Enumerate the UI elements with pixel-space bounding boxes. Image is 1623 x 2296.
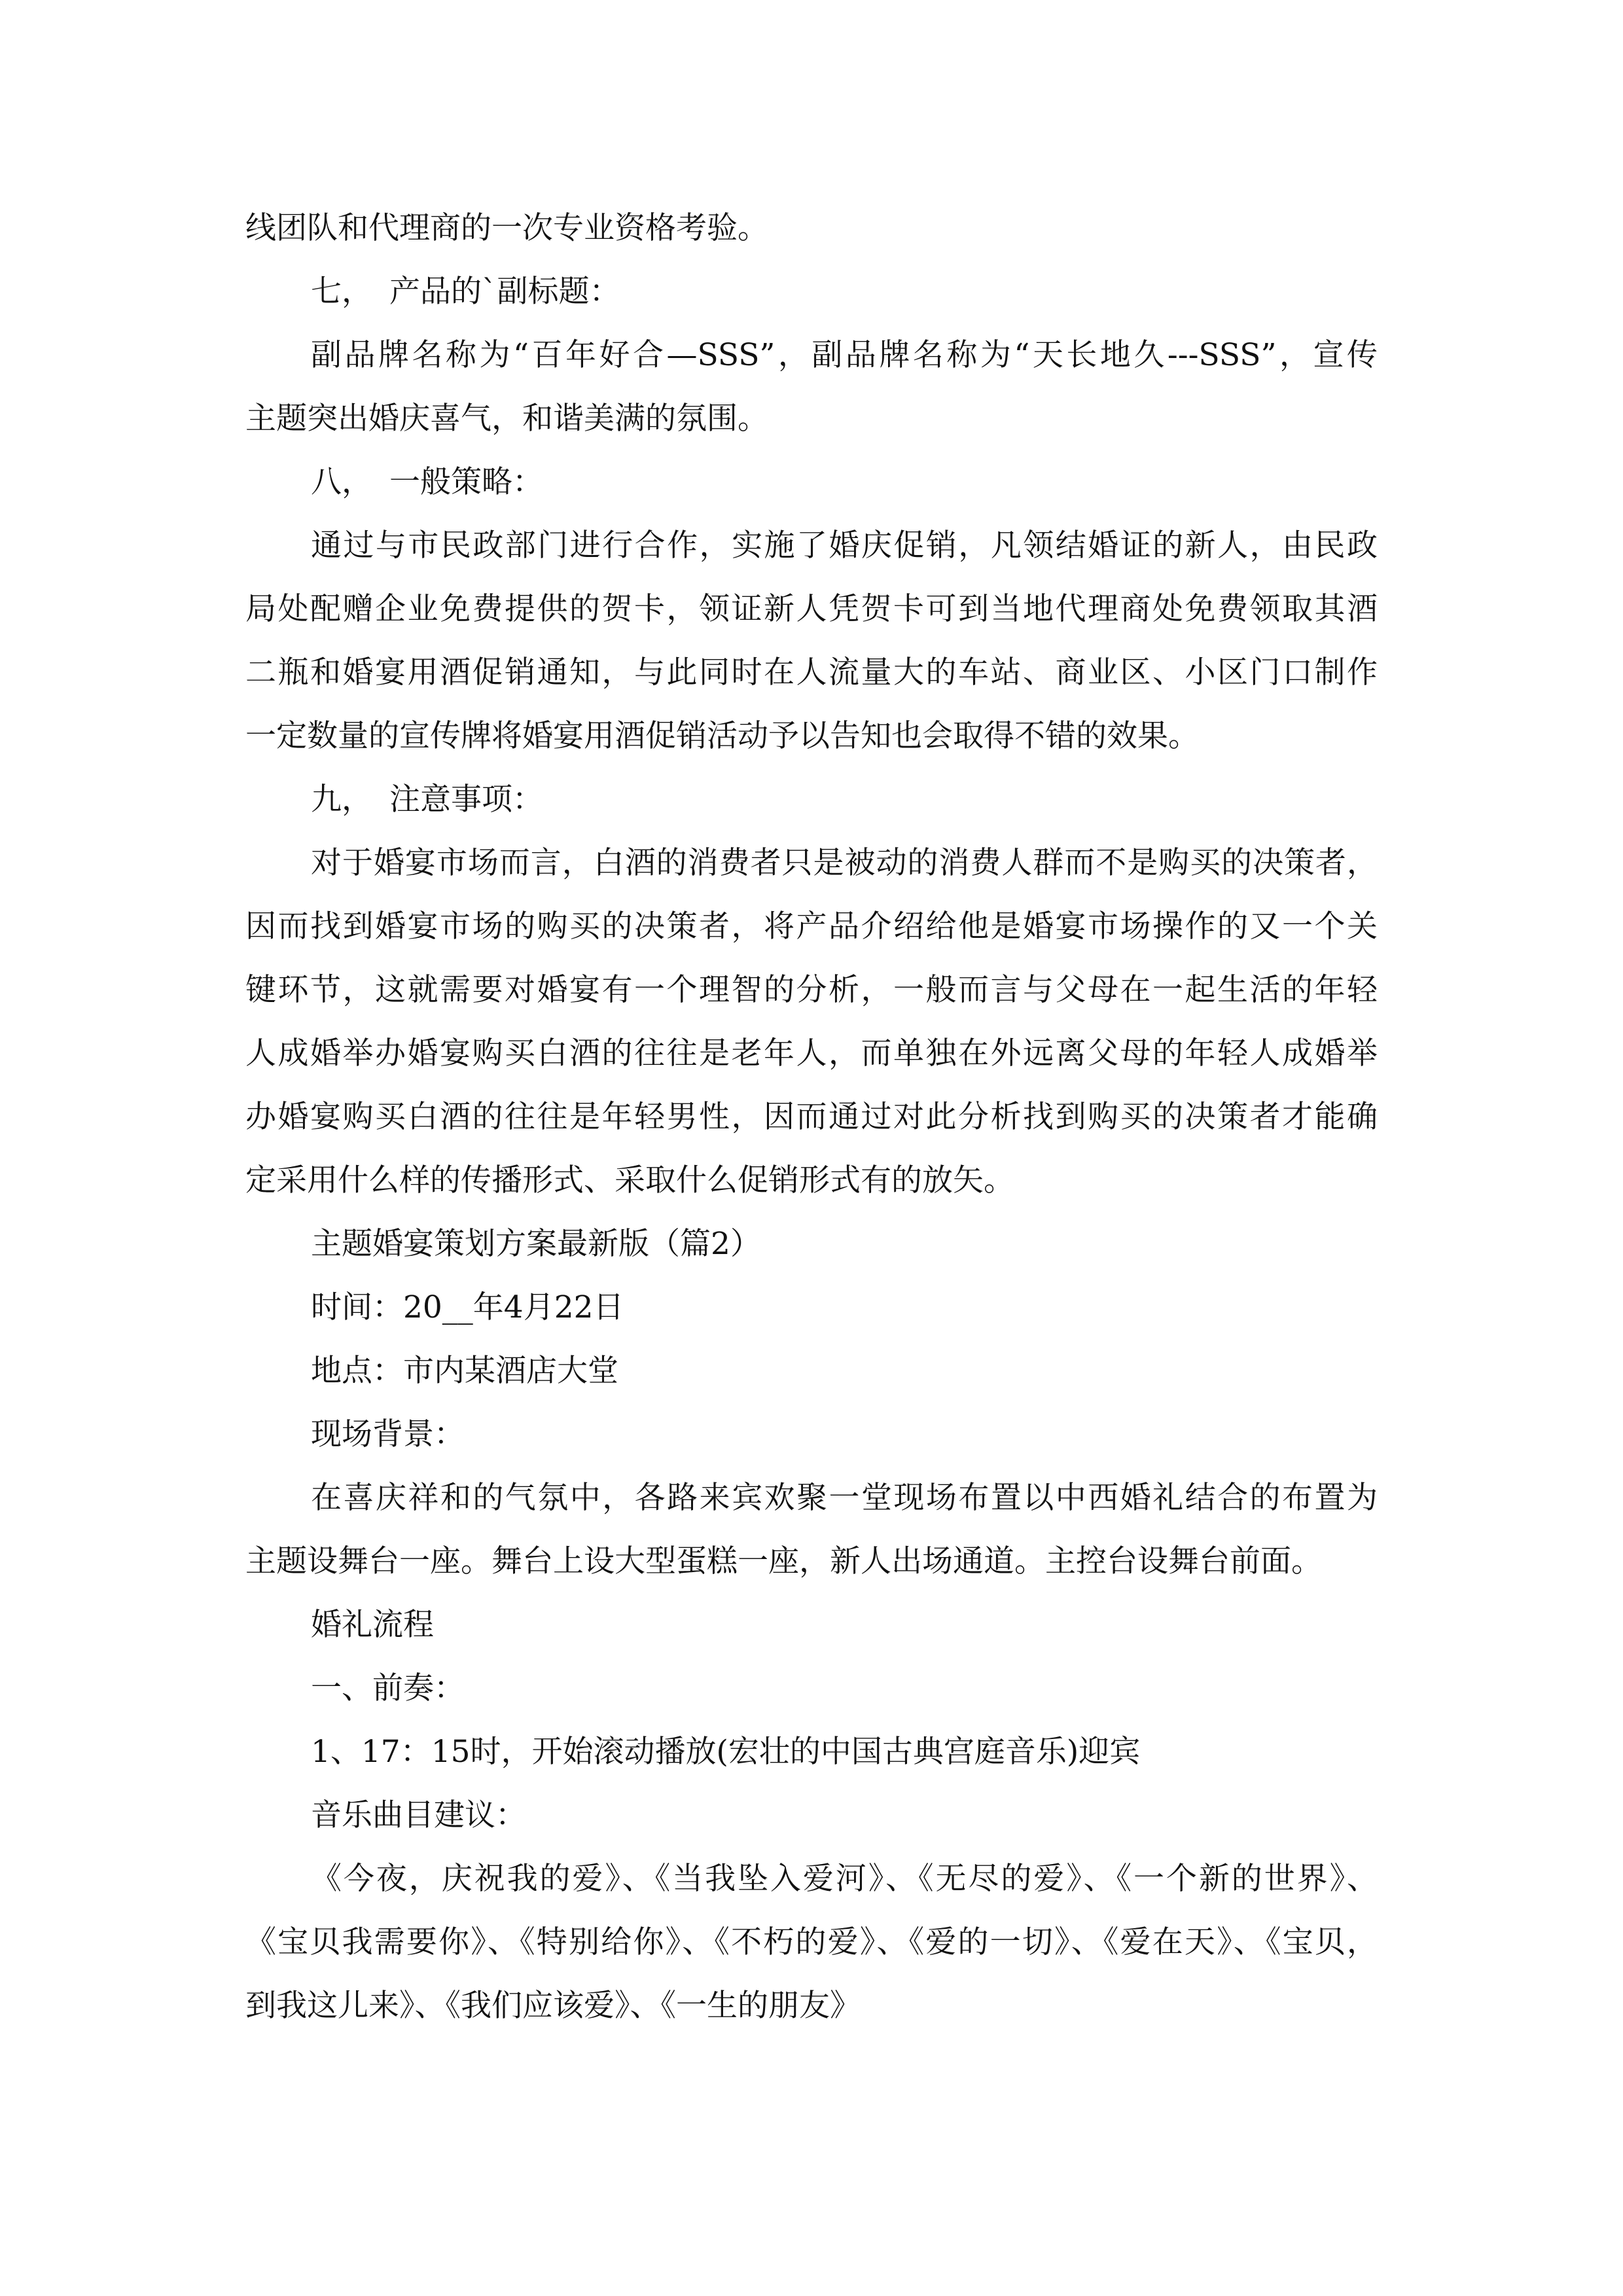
text-line: 人成婚举办婚宴购买白酒的往往是老年人，而单独在外远离父母的年轻人成婚举 — [245, 1035, 1378, 1071]
text-line: 对于婚宴市场而言，白酒的消费者只是被动的消费人群而不是购买的决策者， — [311, 845, 1378, 881]
heading-number: 七， — [311, 274, 372, 310]
section-title-part-2 — [245, 1212, 1378, 1276]
text-line: 现场背景： — [311, 1416, 465, 1452]
paragraph-sub-brand — [245, 323, 1378, 450]
paragraph-scene — [245, 1466, 1378, 1593]
text-line: 通过与市民政部门进行合作，实施了婚庆促销，凡领结婚证的新人，由民政 — [311, 528, 1378, 564]
text-line: 线团队和代理商的一次专业资格考验。 — [245, 210, 768, 246]
text-line: 一定数量的宣传牌将婚宴用酒促销活动予以告知也会取得不错的效果。 — [245, 718, 1199, 754]
text-line: 因而找到婚宴市场的购买的决策者，将产品介绍给他是婚宴市场操作的又一个关 — [245, 908, 1378, 944]
text-line: 《宝贝我需要你》、《特别给你》、《不朽的爱》、《爱的一切》、《爱在天》、《宝贝， — [245, 1924, 1378, 1960]
text-line: 到我这儿来》、《我们应该爱》、《一生的朋友》 — [245, 1988, 861, 2024]
text-line: 定采用什么样的传播形式、采取什么促销形式有的放矢。 — [245, 1162, 1014, 1198]
prelude-heading — [245, 1657, 1378, 1720]
section-heading-8 — [245, 450, 1378, 514]
heading-text: 一般策略： — [389, 464, 543, 500]
section-heading-9 — [245, 768, 1378, 831]
event-location — [245, 1339, 1378, 1403]
text-line: 《今夜，庆祝我的爱》、《当我坠入爱河》、《无尽的爱》、《一个新的世界》、 — [311, 1861, 1378, 1897]
text-line: 局处配赠企业免费提供的贺卡，领证新人凭贺卡可到当地代理商处免费领取其酒 — [245, 591, 1378, 627]
document-body — [245, 196, 1378, 2037]
text-line: 婚礼流程 — [311, 1607, 434, 1643]
scene-background-label — [245, 1403, 1378, 1466]
text-line: 主题设舞台一座。舞台上设大型蛋糕一座，新人出场通道。主控台设舞台前面。 — [245, 1543, 1322, 1579]
text-line: 办婚宴购买白酒的往往是年轻男性，因而通过对此分析找到购买的决策者才能确 — [245, 1099, 1378, 1135]
text-line: 主题突出婚庆喜气，和谐美满的氛围。 — [245, 401, 768, 437]
heading-text: 产品的`副标题： — [389, 274, 620, 310]
text-line: 键环节，这就需要对婚宴有一个理智的分析，一般而言与父母在一起生活的年轻 — [245, 972, 1378, 1008]
text-line: 在喜庆祥和的气氛中，各路来宾欢聚一堂现场布置以中西婚礼结合的布置为 — [311, 1480, 1378, 1516]
wedding-process-heading — [245, 1593, 1378, 1657]
paragraph-notes — [245, 831, 1378, 1212]
prelude-item-1 — [245, 1720, 1378, 1784]
text-line: 主题婚宴策划方案最新版（篇2） — [311, 1226, 761, 1262]
event-time — [245, 1276, 1378, 1339]
heading-number: 九， — [311, 781, 372, 817]
text-line: 地点：市内某酒店大堂 — [311, 1353, 618, 1389]
music-list — [245, 1847, 1378, 2037]
text-line: 时间：20__年4月22日 — [311, 1289, 624, 1325]
paragraph-continuation — [245, 196, 1378, 260]
text-line: 1、17：15时，开始滚动播放(宏壮的中国古典宫庭音乐)迎宾 — [311, 1734, 1141, 1770]
heading-text: 注意事项： — [389, 781, 543, 817]
text-line: 音乐曲目建议： — [311, 1797, 526, 1833]
paragraph-strategy — [245, 514, 1378, 768]
text-line: 一、前奏： — [311, 1670, 465, 1706]
music-suggestion-label — [245, 1784, 1378, 1847]
section-heading-7 — [245, 260, 1378, 323]
text-line: 二瓶和婚宴用酒促销通知，与此同时在人流量大的车站、商业区、小区门口制作 — [245, 655, 1378, 691]
text-line: 副品牌名称为“百年好合—SSS”，副品牌名称为“天长地久---SSS”，宣传 — [311, 337, 1378, 373]
heading-number: 八， — [311, 464, 372, 500]
